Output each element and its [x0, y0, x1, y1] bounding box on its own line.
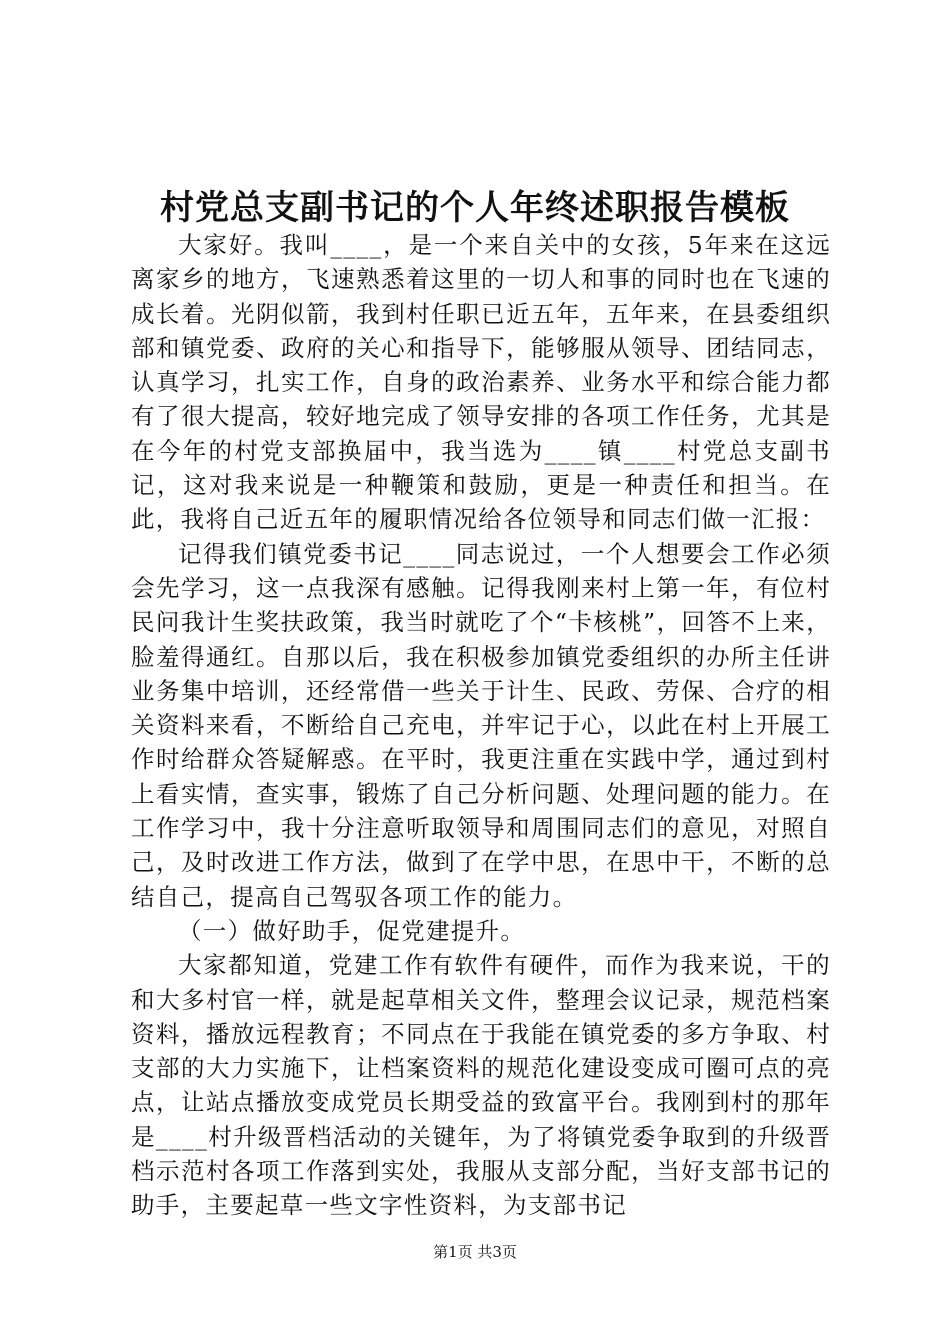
paragraph-intro: 大家好。我叫____，是一个来自关中的女孩，5年来在这远离家乡的地方，飞速熟悉着这里的一切人和事的同时也在飞速的成长着。光阴似箭，我到村任职已近五年，五年来，在县委组织部和镇党委、政府的关心和指导下，能够服从领导、团结同志，认真学习，扎实工作，自身的政治素养、业务水平和综合能力都有了很大提高，较好地完成了领导安排的各项工作任务，尤其是在今年的村党支部换届中，我当选为____镇____村党总支副书记，这对我来说是一种鞭策和鼓励，更是一种责任和担当。在此，我将自己近五年的履职情况给各位领导和同志们做一汇报：	[131, 231, 831, 534]
document-body	[131, 228, 831, 1223]
document-title: 村党总支副书记的个人年终述职报告模板	[160, 188, 790, 228]
section-heading-1: （一）做好助手，促党建提升。	[178, 916, 526, 945]
page-footer: 第1页 共3页	[433, 1243, 517, 1261]
paragraph-learning: 记得我们镇党委书记____同志说过，一个人想要会工作必须会先学习，这一点我深有感触。记得我刚来村上第一年，有位村民问我计生奖扶政策，我当时就吃了个“卡核桃”，回答不上来，脸羞得通红。自那以后，我在积极参加镇党委组织的办所主任讲业务集中培训，还经常借一些关于计生、民政、劳保、合疗的相关资料来看，不断给自己充电，并牢记于心，以此在村上开展工作时给群众答疑解惑。在平时，我更注重在实践中学，通过到村上看实情，查实事，锻炼了自己分析问题、处理问题的能力。在工作学习中，我十分注意听取领导和周围同志们的意见，对照自己，及时改进工作方法，做到了在学中思，在思中干，不断的总结自己，提高自己驾驭各项工作的能力。	[131, 539, 831, 911]
paragraph-party-building: 大家都知道，党建工作有软件有硬件，而作为我来说，干的和大多村官一样，就是起草相关文件，整理会议记录，规范档案资料，播放远程教育；不同点在于我能在镇党委的多方争取、村支部的大力实施下，让档案资料的规范化建设变成可圈可点的亮点，让站点播放变成党员长期受益的致富平台。我刚到村的那年是____村升级晋档活动的关键年，为了将镇党委争取到的升级晋档示范村各项工作落到实处，我服从支部分配，当好支部书记的助手，主要起草一些文字性资料，为支部书记	[131, 951, 831, 1220]
